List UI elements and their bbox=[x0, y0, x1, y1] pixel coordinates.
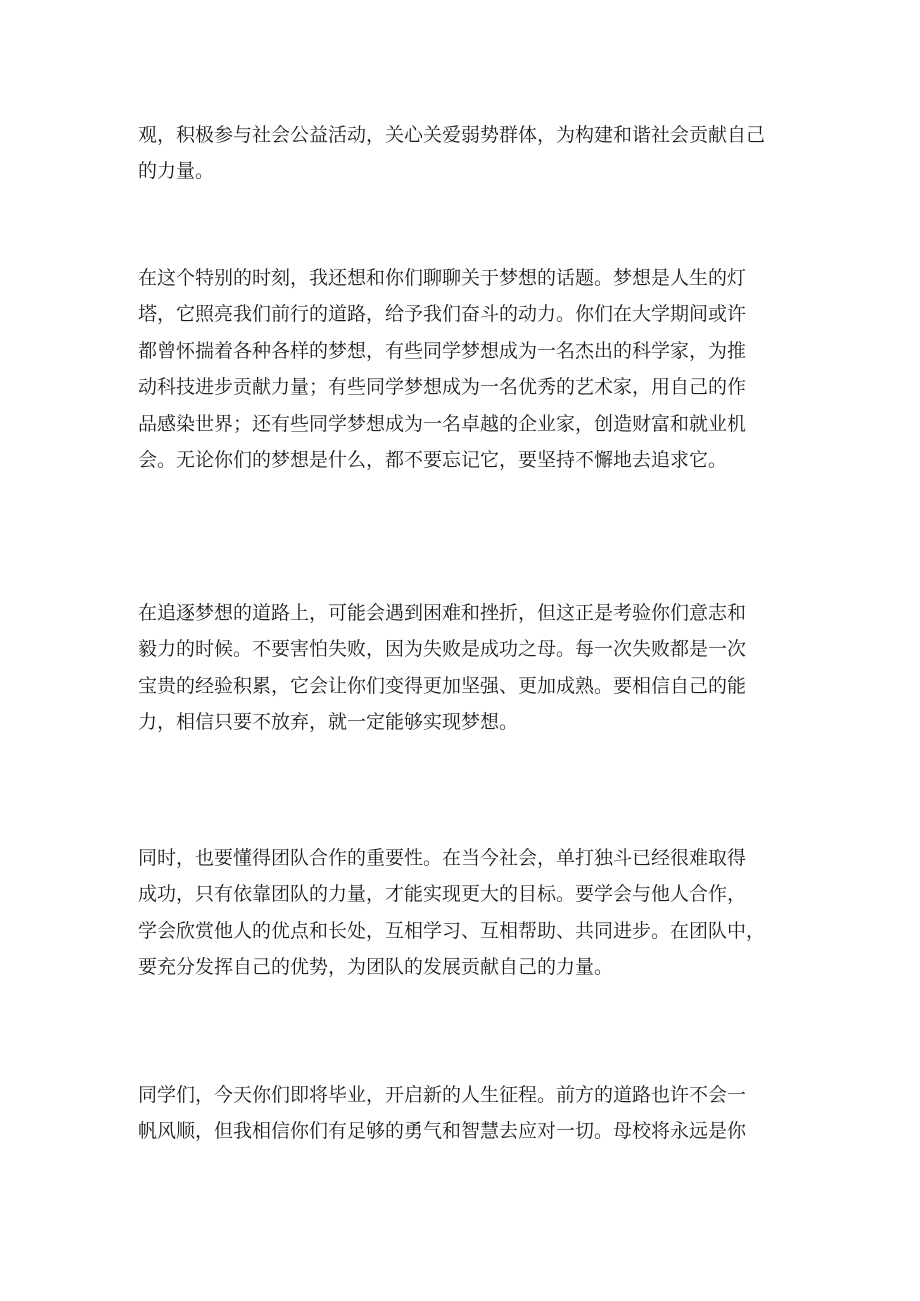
text-line: 品感染世界；还有些同学梦想成为一名卓越的企业家，创造财富和就业机 bbox=[138, 412, 747, 435]
paragraph-4 bbox=[138, 840, 798, 986]
text-line: 会。无论你们的梦想是什么，都不要忘记它，要坚持不懈地去追求它。 bbox=[138, 448, 728, 471]
text-line: 同时，也要懂得团队合作的重要性。在当今社会，单打独斗已经很难取得 bbox=[138, 847, 747, 869]
text-line: 塔，它照亮我们前行的道路，给予我们奋斗的动力。你们在大学期间或许 bbox=[138, 303, 747, 326]
text-line: 在追逐梦想的道路上，可能会遇到困难和挫折，但这正是考验你们意志和 bbox=[138, 602, 747, 624]
text-line: 都曾怀揣着各种各样的梦想，有些同学梦想成为一名杰出的科学家，为推 bbox=[138, 339, 747, 362]
text-line: 宝贵的经验积累，它会让你们变得更加坚强、更加成熟。要相信自己的能 bbox=[138, 674, 747, 697]
paragraph-2 bbox=[138, 260, 798, 478]
text-line: 成功，只有依靠团队的力量，才能实现更大的目标。要学会与他人合作， bbox=[138, 883, 747, 906]
paragraph-1 bbox=[138, 117, 798, 190]
text-line: 观，积极参与社会公益活动，关心关爱弱势群体，为构建和谐社会贡献自己 bbox=[138, 124, 766, 146]
paragraph-5 bbox=[138, 1077, 798, 1150]
text-line: 的力量。 bbox=[138, 160, 215, 183]
text-line: 同学们，今天你们即将毕业，开启新的人生征程。前方的道路也许不会一 bbox=[138, 1084, 747, 1106]
text-line: 帆风顺，但我相信你们有足够的勇气和智慧去应对一切。母校将永远是你 bbox=[138, 1120, 747, 1143]
paragraph-3 bbox=[138, 595, 798, 741]
text-line: 在这个特别的时刻，我还想和你们聊聊关于梦想的话题。梦想是人生的灯 bbox=[138, 267, 747, 289]
text-line: 毅力的时候。不要害怕失败，因为失败是成功之母。每一次失败都是一次 bbox=[138, 638, 747, 661]
text-line: 要充分发挥自己的优势，为团队的发展贡献自己的力量。 bbox=[138, 956, 614, 979]
text-line: 力，相信只要不放弃，就一定能够实现梦想。 bbox=[138, 711, 519, 734]
text-line: 学会欣赏他人的优点和长处，互相学习、互相帮助、共同进步。在团队中， bbox=[138, 919, 766, 942]
text-line: 动科技进步贡献力量；有些同学梦想成为一名优秀的艺术家，用自己的作 bbox=[138, 376, 747, 399]
